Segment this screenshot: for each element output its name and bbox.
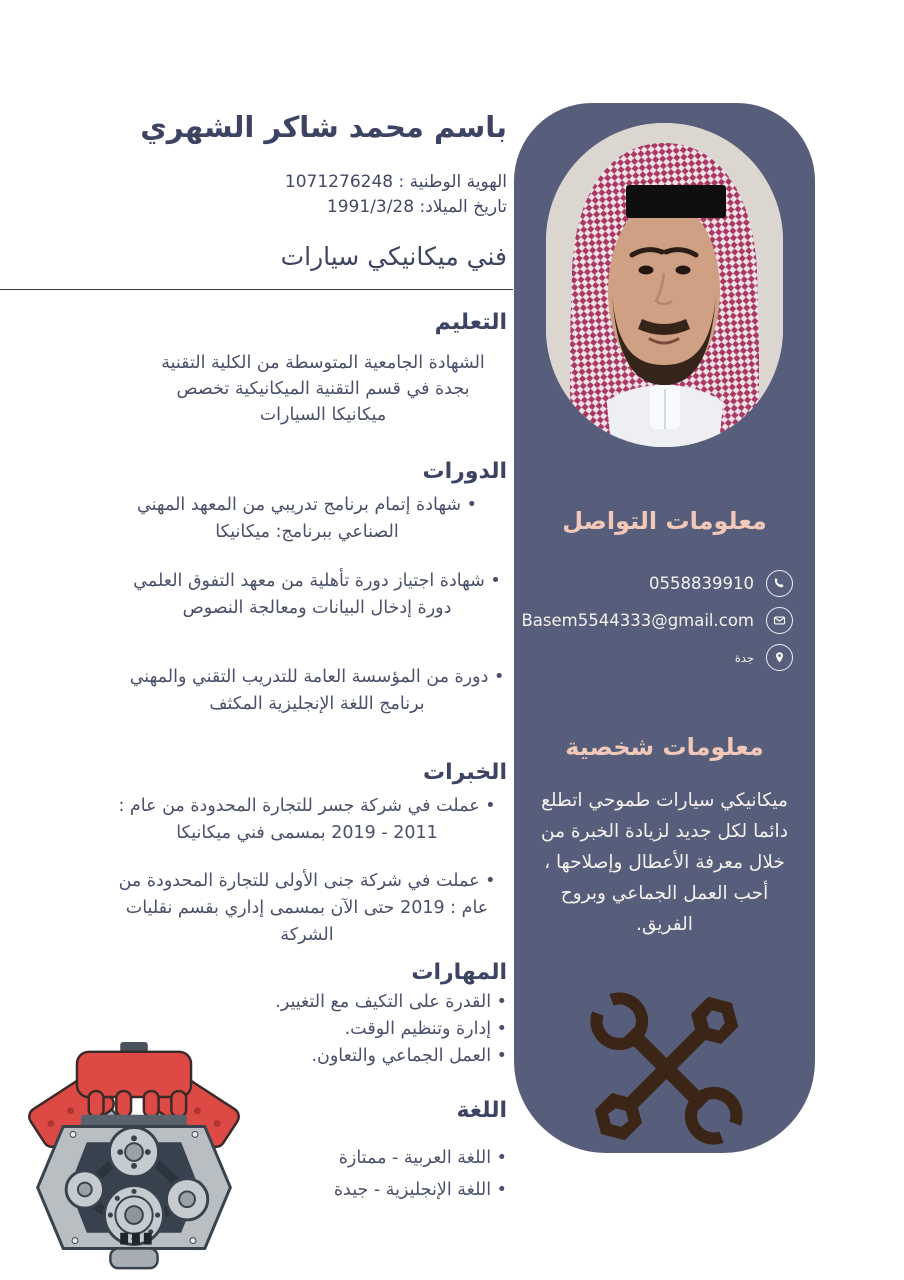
contact-row-email [521, 602, 793, 639]
section-title-experience: الخبرات [423, 760, 507, 785]
person-name: باسم محمد شاكر الشهري [140, 110, 507, 144]
language-item: • اللغة الإنجليزية - جيدة [334, 1180, 507, 1200]
birth-date: تاريخ الميلاد: 1991/3/28 [326, 197, 507, 217]
skill-item: • العمل الجماعي والتعاون. [311, 1046, 507, 1066]
header-divider [0, 289, 513, 290]
phone-number: 0558839910 [649, 574, 754, 593]
location-text: جدة [734, 650, 754, 665]
experience-item: • عملت في شركة جسر للتجارة المحدودة من عام : 2011 - 2019 بمسمى فني ميكانيكا [107, 793, 507, 847]
skill-item: • إدارة وتنظيم الوقت. [345, 1019, 507, 1039]
v8-engine-illustration [6, 1040, 262, 1280]
contact-rows [521, 565, 793, 676]
section-title-skills: المهارات [411, 960, 507, 985]
education-text: الشهادة الجامعية المتوسطة من الكلية التقنية بجدة في قسم التقنية الميكانيكية تخصص ميكانيكا السيارات [161, 353, 485, 425]
phone-icon [766, 570, 793, 597]
national-id: الهوية الوطنية : 1071276248 [284, 172, 507, 192]
crossed-wrenches-icon [569, 981, 764, 1153]
job-title: فني ميكانيكي سيارات [280, 242, 507, 271]
section-title-language: اللغة [456, 1098, 507, 1123]
sidebar [514, 103, 815, 1153]
course-item: • شهادة اجتياز دورة تأهلية من معهد التفوق العلمي دورة إدخال البيانات ومعالجة النصوص [127, 568, 507, 622]
experience-item: • عملت في شركة جنى الأولى للتجارة المحدودة من عام : 2019 حتى الآن بمسمى إداري بقسم نقليات الشركة [107, 868, 507, 949]
portrait-photo [546, 123, 783, 447]
section-title-courses: الدورات [422, 459, 507, 484]
map-pin-icon [766, 644, 793, 671]
skill-item: • القدرة على التكيف مع التغيير. [275, 992, 507, 1012]
contact-section-title: معلومات التواصل [562, 507, 767, 535]
envelope-icon [766, 607, 793, 634]
course-item: • دورة من المؤسسة العامة للتدريب التقني والمهني برنامج اللغة الإنجليزية المكثف [127, 664, 507, 718]
email-address: Basem5544333@gmail.com [521, 611, 754, 630]
contact-row-phone [530, 565, 793, 602]
contact-row-location [530, 639, 793, 676]
section-title-education: التعليم [434, 310, 507, 335]
personal-section-title: معلومات شخصية [565, 733, 764, 761]
course-item: • شهادة إتمام برنامج تدريبي من المعهد المهني الصناعي ببرنامج: ميكانيكا [107, 492, 507, 546]
personal-summary: ميكانيكي سيارات طموحي اتطلع دائما لكل جديد لزيادة الخبرة من خلال معرفة الأعطال وإصلاحها ، أحب العمل الجماعي وبروح الفريق. [541, 790, 788, 935]
language-item: • اللغة العربية - ممتازة [339, 1148, 507, 1168]
